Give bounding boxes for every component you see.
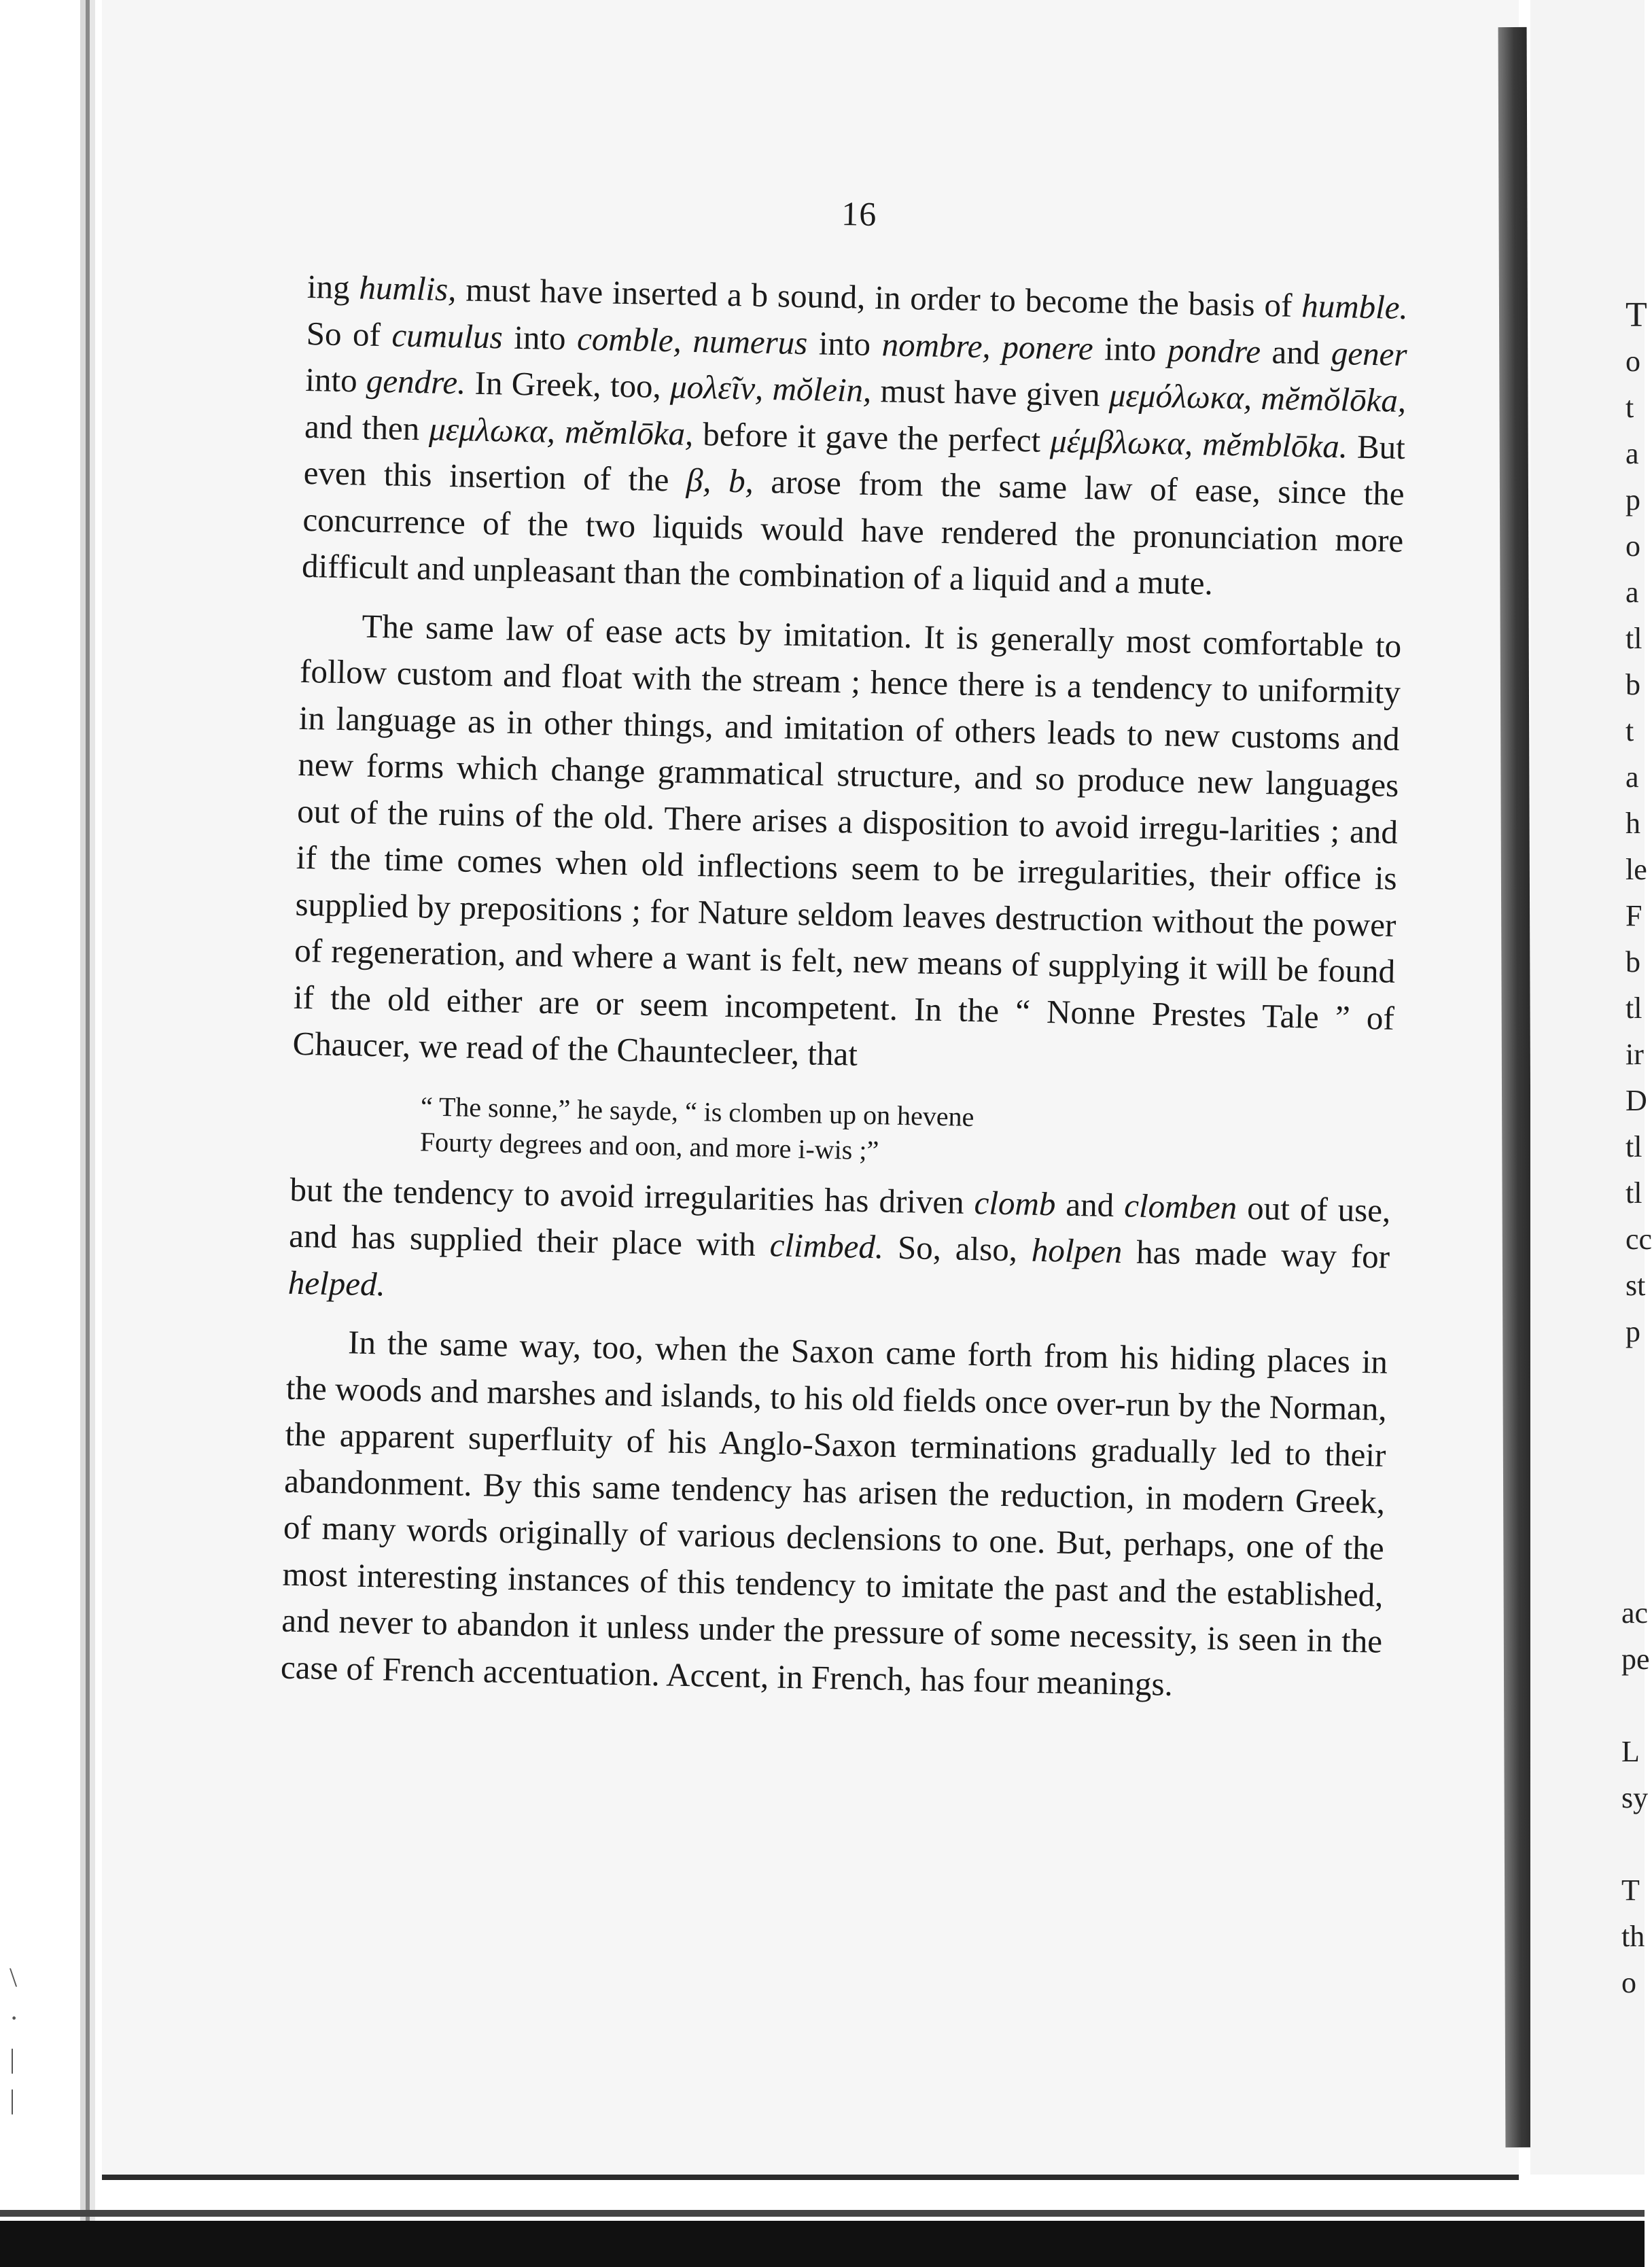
facing-page-letter: o	[1625, 529, 1640, 563]
text-run: has made way for	[1121, 1233, 1390, 1276]
text-run: must have given	[871, 371, 1110, 414]
italic-word: ponere	[1001, 328, 1094, 367]
paragraphs-bottom	[280, 1166, 1391, 1711]
italic-word: mĕmblōka.	[1201, 424, 1348, 465]
facing-page-letter	[1621, 1683, 1645, 1729]
italic-word: gener	[1331, 334, 1408, 373]
text-run: In the same way, too, when the Saxon came forth from his hiding places in the woods and marshes and islands, to his old fields once over-run by the Norman, the apparent superfluity of his Anglo-Saxon terminations gradually led to their abandonment. By this same tendency has arisen the reduction, in modern Greek, of many words originally of various declensions to one. But, perhaps, one of the most interesting instances of this tendency to imitate the past and the established, and never to abandon it unless under the pressure of some necessity, is seen in the case of French accentuation. Accent, in French, has four meanings.	[280, 1323, 1388, 1703]
italic-word: comble,	[576, 319, 682, 359]
facing-page-letter: a	[1625, 576, 1639, 609]
italic-word: holpen	[1031, 1231, 1123, 1271]
text-run: into	[807, 323, 883, 363]
facing-page-fragments	[1625, 292, 1652, 1355]
text-run: So, also,	[883, 1228, 1032, 1269]
facing-page-letter: a	[1625, 437, 1639, 470]
text-run: into	[1093, 329, 1168, 368]
facing-page-letter: tl	[1625, 991, 1642, 1025]
italic-word: μεμόλωκα,	[1108, 376, 1252, 417]
text-run	[555, 412, 565, 450]
italic-word: clomben	[1123, 1186, 1237, 1226]
facing-page-letter	[1621, 1821, 1645, 1867]
paragraph	[287, 1166, 1391, 1327]
quote-line: “ The sonne,” he sayde, “ is clomben up on hevene	[420, 1090, 974, 1132]
italic-word: climbed.	[769, 1226, 884, 1266]
facing-page-letter: le	[1625, 853, 1647, 886]
facing-page-letter: tl	[1625, 622, 1642, 655]
italic-word: pondre	[1167, 330, 1261, 370]
italic-word: clomb	[974, 1183, 1057, 1223]
paragraphs-top	[292, 264, 1408, 1088]
text-run: but the tendency to avoid irregularities has driven	[289, 1170, 975, 1221]
text-run: into	[304, 360, 367, 400]
italic-word: nombre,	[881, 325, 991, 365]
italic-word: humlis,	[359, 268, 457, 309]
facing-page-letter: tl	[1625, 1130, 1642, 1163]
facing-page-letter: T	[1621, 1874, 1640, 1907]
page-text-block	[280, 183, 1409, 1712]
text-run	[1193, 425, 1203, 462]
text-run: In Greek, too,	[465, 364, 671, 406]
italic-word: gendre.	[366, 362, 466, 402]
italic-word: μεμλωκα,	[428, 409, 556, 450]
text-run: So of	[306, 314, 393, 353]
facing-page-letter: ac	[1621, 1596, 1649, 1630]
text-run	[990, 328, 1002, 365]
scan-left-edge	[0, 0, 95, 2229]
left-margin-marks	[10, 1957, 30, 2120]
facing-page-letter: tl	[1625, 1176, 1642, 1210]
margin-mark: |	[10, 2084, 16, 2115]
facing-page-letter: a	[1625, 760, 1639, 794]
text-run: arose from the same law of ease, since the concurrence of the two liquids would have rendered the pronunciation more difficult and unpleasant than the combination of a liquid and a mute.	[301, 462, 1405, 602]
italic-word: μέμβλωκα,	[1049, 421, 1193, 462]
facing-page-letter: st	[1625, 1269, 1646, 1302]
facing-page-letter: F	[1625, 899, 1642, 932]
italic-word: helped.	[287, 1263, 386, 1303]
paragraph	[302, 264, 1409, 611]
italic-word: μολεῖν,	[669, 368, 764, 407]
chaucer-quote	[419, 1089, 1392, 1178]
margin-mark: ·	[10, 2003, 19, 2033]
quote-line: Fourty degrees and oon, and more i-wis ;”	[419, 1125, 879, 1165]
facing-page-letter: cc	[1625, 1223, 1652, 1256]
italic-word: mŏlein,	[772, 370, 872, 409]
text-run: before it gave the perfect	[692, 415, 1051, 459]
margin-mark: \	[10, 1962, 18, 1992]
text-run: ing	[306, 267, 360, 306]
facing-page-letter: o	[1625, 345, 1640, 378]
italic-word: humble.	[1301, 287, 1409, 327]
facing-page-letter: th	[1621, 1920, 1645, 1953]
facing-page-letter: p	[1625, 1315, 1640, 1348]
facing-page-letter: sy	[1621, 1781, 1649, 1814]
facing-page-letter: D	[1625, 1084, 1647, 1117]
text-run: and	[1055, 1184, 1125, 1224]
text-run	[681, 321, 693, 359]
italic-word: mĕmlōka,	[564, 412, 694, 453]
facing-page-letter: b	[1625, 945, 1640, 979]
text-run: out of use, and has supplied their place with	[288, 1188, 1391, 1264]
text-run: and then	[304, 407, 429, 447]
facing-page-letter: t	[1625, 391, 1634, 424]
page-number: 16	[841, 194, 877, 234]
text-run: into	[502, 318, 578, 357]
italic-word: cumulus	[391, 315, 504, 356]
facing-page-letter: T	[1625, 296, 1647, 334]
italic-word: β, b,	[686, 461, 754, 500]
facing-page-letter: ir	[1625, 1038, 1644, 1071]
text-run: and	[1260, 332, 1332, 372]
margin-mark: |	[10, 2043, 16, 2074]
paragraph	[292, 601, 1402, 1088]
facing-page-letter: h	[1625, 807, 1640, 840]
text-run: But even this insertion of the	[303, 427, 1406, 499]
facing-page-letter: b	[1625, 668, 1640, 701]
facing-page-fragments-lower	[1621, 1590, 1650, 2006]
facing-page-letter: p	[1625, 483, 1640, 516]
facing-page-letter: pe	[1621, 1642, 1650, 1676]
paragraph	[280, 1318, 1388, 1712]
scan-bottom-rule	[0, 2210, 1645, 2217]
facing-page-letter: o	[1621, 1966, 1636, 1999]
scan-bottom-band	[0, 2221, 1645, 2267]
facing-page-letter: L	[1621, 1735, 1640, 1768]
text-run: must have inserted a b sound, in order to become the basis of	[456, 270, 1302, 325]
text-run: The same law of ease acts by imitation. It is generally most comfortable to follow custom and float with the stream ; hence there is a tendency to uniformity in language as in other things, and imitation of others leads to new customs and new forms which change grammatical structure, and so produce new languages out of the ruins of the old. There arises a disposition to avoid irregu-larities ; and if the time comes when old inflections seem to be irregularities, their office is supplied by prepositions ; for Nature seldom leaves destruction without the power of regeneration, and where a want is felt, new means of supplying it will be found if the old either are or seem incompetent. In the “ Nonne Prestes Tale ” of Chaucer, we read of the Chauntecleer, that	[292, 607, 1402, 1073]
facing-page-letter: t	[1625, 714, 1634, 748]
italic-word: numerus	[692, 321, 808, 362]
italic-word: mĕmŏlōka,	[1261, 379, 1407, 420]
